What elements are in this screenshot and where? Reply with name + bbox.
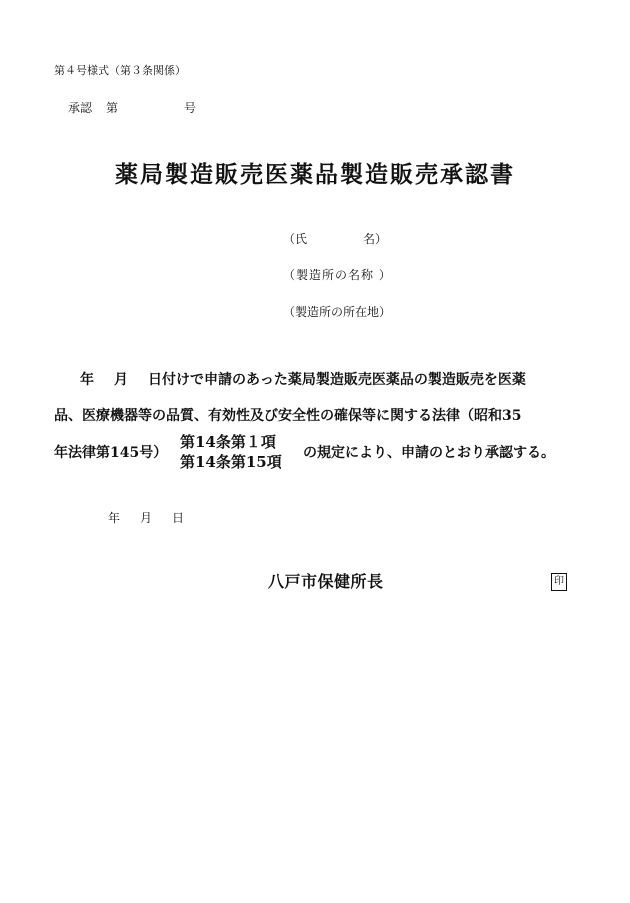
body-line-2: 品、医療機器等の品質、有効性及び安全性の確保等に関する法律（昭和35 bbox=[54, 408, 522, 424]
body-line-3-prefix: 年法律第145号） bbox=[54, 445, 168, 461]
facility-name-field: （製造所の名称 ） bbox=[283, 268, 392, 282]
approval-suffix: 号 bbox=[184, 101, 197, 115]
body-year: 年 bbox=[80, 372, 94, 388]
seal-mark: 印 bbox=[551, 573, 567, 591]
recipient-name-field bbox=[283, 230, 387, 247]
issuer-name: 八戸市保健所長 bbox=[268, 572, 384, 591]
article-option-1: 第14条第１項 bbox=[180, 433, 276, 451]
name-open: （氏 bbox=[283, 232, 308, 246]
issue-date bbox=[108, 509, 184, 526]
form-number: 第４号様式（第３条関係） bbox=[54, 64, 186, 77]
approval-label: 承認 bbox=[68, 101, 93, 115]
article-options bbox=[180, 432, 282, 472]
body-line-1 bbox=[80, 369, 526, 389]
article-option-2: 第14条第15項 bbox=[180, 453, 282, 471]
body-line1-text: 日付けで申請のあった薬局製造販売医薬品の製造販売を医薬 bbox=[148, 372, 526, 388]
approval-number-line bbox=[68, 99, 196, 116]
body-line-3-suffix: の規定により、申請のとおり承認する。 bbox=[303, 445, 555, 461]
date-day: 日 bbox=[172, 511, 185, 525]
date-year: 年 bbox=[108, 511, 121, 525]
document-title: 薬局製造販売医薬品製造販売承認書 bbox=[115, 161, 515, 188]
body-month: 月 bbox=[114, 372, 128, 388]
approval-prefix: 第 bbox=[106, 101, 119, 115]
name-close: 名） bbox=[363, 232, 388, 246]
date-month: 月 bbox=[140, 511, 153, 525]
facility-address-field: （製造所の所在地） bbox=[283, 305, 392, 319]
